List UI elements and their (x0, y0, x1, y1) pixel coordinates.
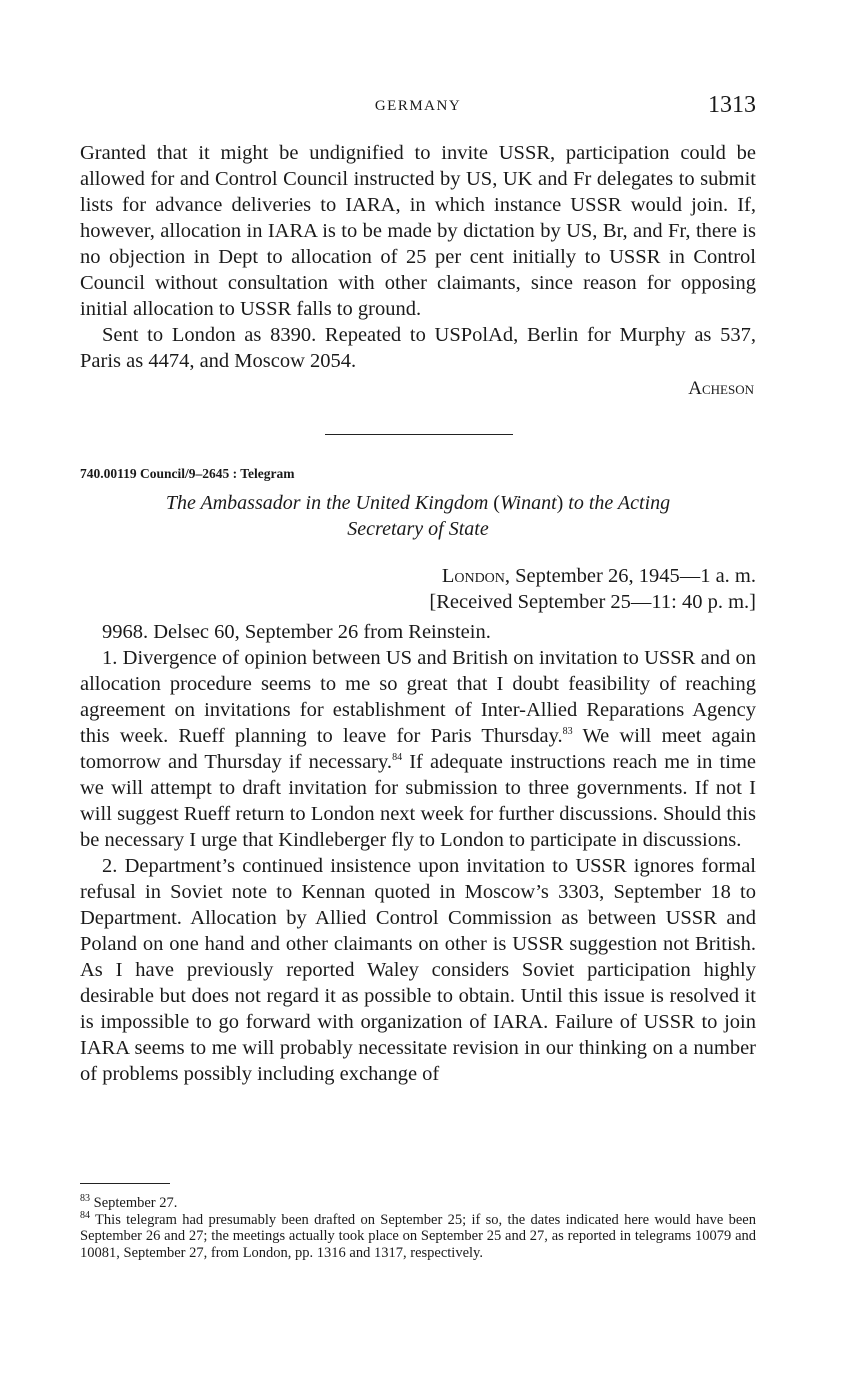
footnotes (80, 1195, 756, 1261)
telegram-paragraph-2: 2. Department’s continued insistence upon invitation to USSR ignores formal refusal in Soviet note to Kennan quoted in Moscow’s 3303, September 18 to Department. Allocation by Allied Control Commission as between USSR and Poland on one hand and other claimants on other is USSR suggestion not British. As I have previously reported Waley considers Soviet participation highly desirable but does not regard it as possible to obtain. Until this issue is resolved it is impossible to go forward with organization of IARA. Failure of USSR to join IARA seems to me will probably necessitate revision in our thinking on a number of problems possibly including exchange of (80, 855, 756, 1085)
heading-part-a: The Ambassador in the United Kingdom (165, 492, 494, 514)
para1-part-b: We will meet again tomorrow and Thursday if necessary. (80, 725, 757, 773)
heading-paren-close: ) (556, 492, 564, 514)
document-heading (80, 490, 756, 542)
footnote-ref-84: 84 (392, 752, 403, 764)
footnote-83 (80, 1195, 756, 1212)
footnote-text-84: This telegram had presumably been drafted on September 25; if so, the dates indicated here would have been September 26 and 27; the meetings actually took place on September 25 and 27, as reported in telegrams 10079 and 10081, September 27, from London, pp. 1316 and 1317, respectively. (80, 1211, 756, 1261)
footnote-84 (80, 1209, 756, 1262)
para1-part-a: 1. Divergence of opinion between US and British on invitation to USSR and on allocation procedure seems to me so great that I doubt feasibility of reaching agreement on invitations for establishment of Inter-Allied Reparations Agency this week. Rueff planning to leave for Paris Thursday. (80, 647, 756, 747)
continuation-paragraph-2: Sent to London as 8390. Repeated to USPolAd, Berlin for Murphy as 537, Paris as 4474, and Moscow 2054. (80, 324, 756, 372)
heading-line-2: Secretary of State (347, 518, 489, 540)
signature: Acheson (688, 378, 754, 399)
dateline (80, 563, 756, 615)
page-number: 1313 (708, 92, 756, 118)
dateline-place: London (441, 565, 505, 587)
continuation-text (80, 140, 756, 402)
heading-name: Winant (499, 492, 557, 514)
heading-part-b: to the Acting (563, 492, 671, 514)
telegram-paragraph-1 (80, 645, 756, 853)
footnote-divider (80, 1183, 170, 1184)
received-line: [Received September 25—11: 40 p. m.] (429, 591, 756, 613)
footnote-mark-84: 84 (80, 1209, 90, 1221)
continuation-paragraph-1: Granted that it might be undignified to invite USSR, participation could be allowed for and Control Council instructed by US, UK and Fr delegates to submit lists for advance deliveries to IARA, in which instance USSR would join. If, however, allocation in IARA is to be made by dictation by US, Br, and Fr, there is no objection in Dept to allocation of 25 per cent initially to USSR in Control Council without consultation with other claimants, since reason for opposing initial allocation to USSR falls to ground. (80, 142, 756, 320)
footnote-mark-83: 83 (80, 1193, 90, 1205)
telegram-opening: 9968. Delsec 60, September 26 from Reinstein. (102, 621, 491, 643)
heading-paren-open: ( (493, 492, 500, 514)
running-header (80, 92, 756, 126)
section-divider (325, 434, 513, 435)
footnote-text-83: September 27. (90, 1195, 178, 1211)
telegram-body (80, 619, 756, 1087)
para1-part-c: If adequate instructions reach me in time we will attempt to draft invitation for submission to three governments. If not I will suggest Rueff return to London next week for further discussions. Should this be necessary I urge that Kindleberger fly to London to participate in discussions. (80, 751, 756, 851)
footnote-ref-83: 83 (562, 726, 573, 738)
file-reference: 740.00119 Council/9–2645 : Telegram (80, 466, 295, 481)
running-title: GERMANY (374, 98, 462, 114)
dateline-date: , September 26, 1945—1 a. m. (504, 565, 756, 587)
